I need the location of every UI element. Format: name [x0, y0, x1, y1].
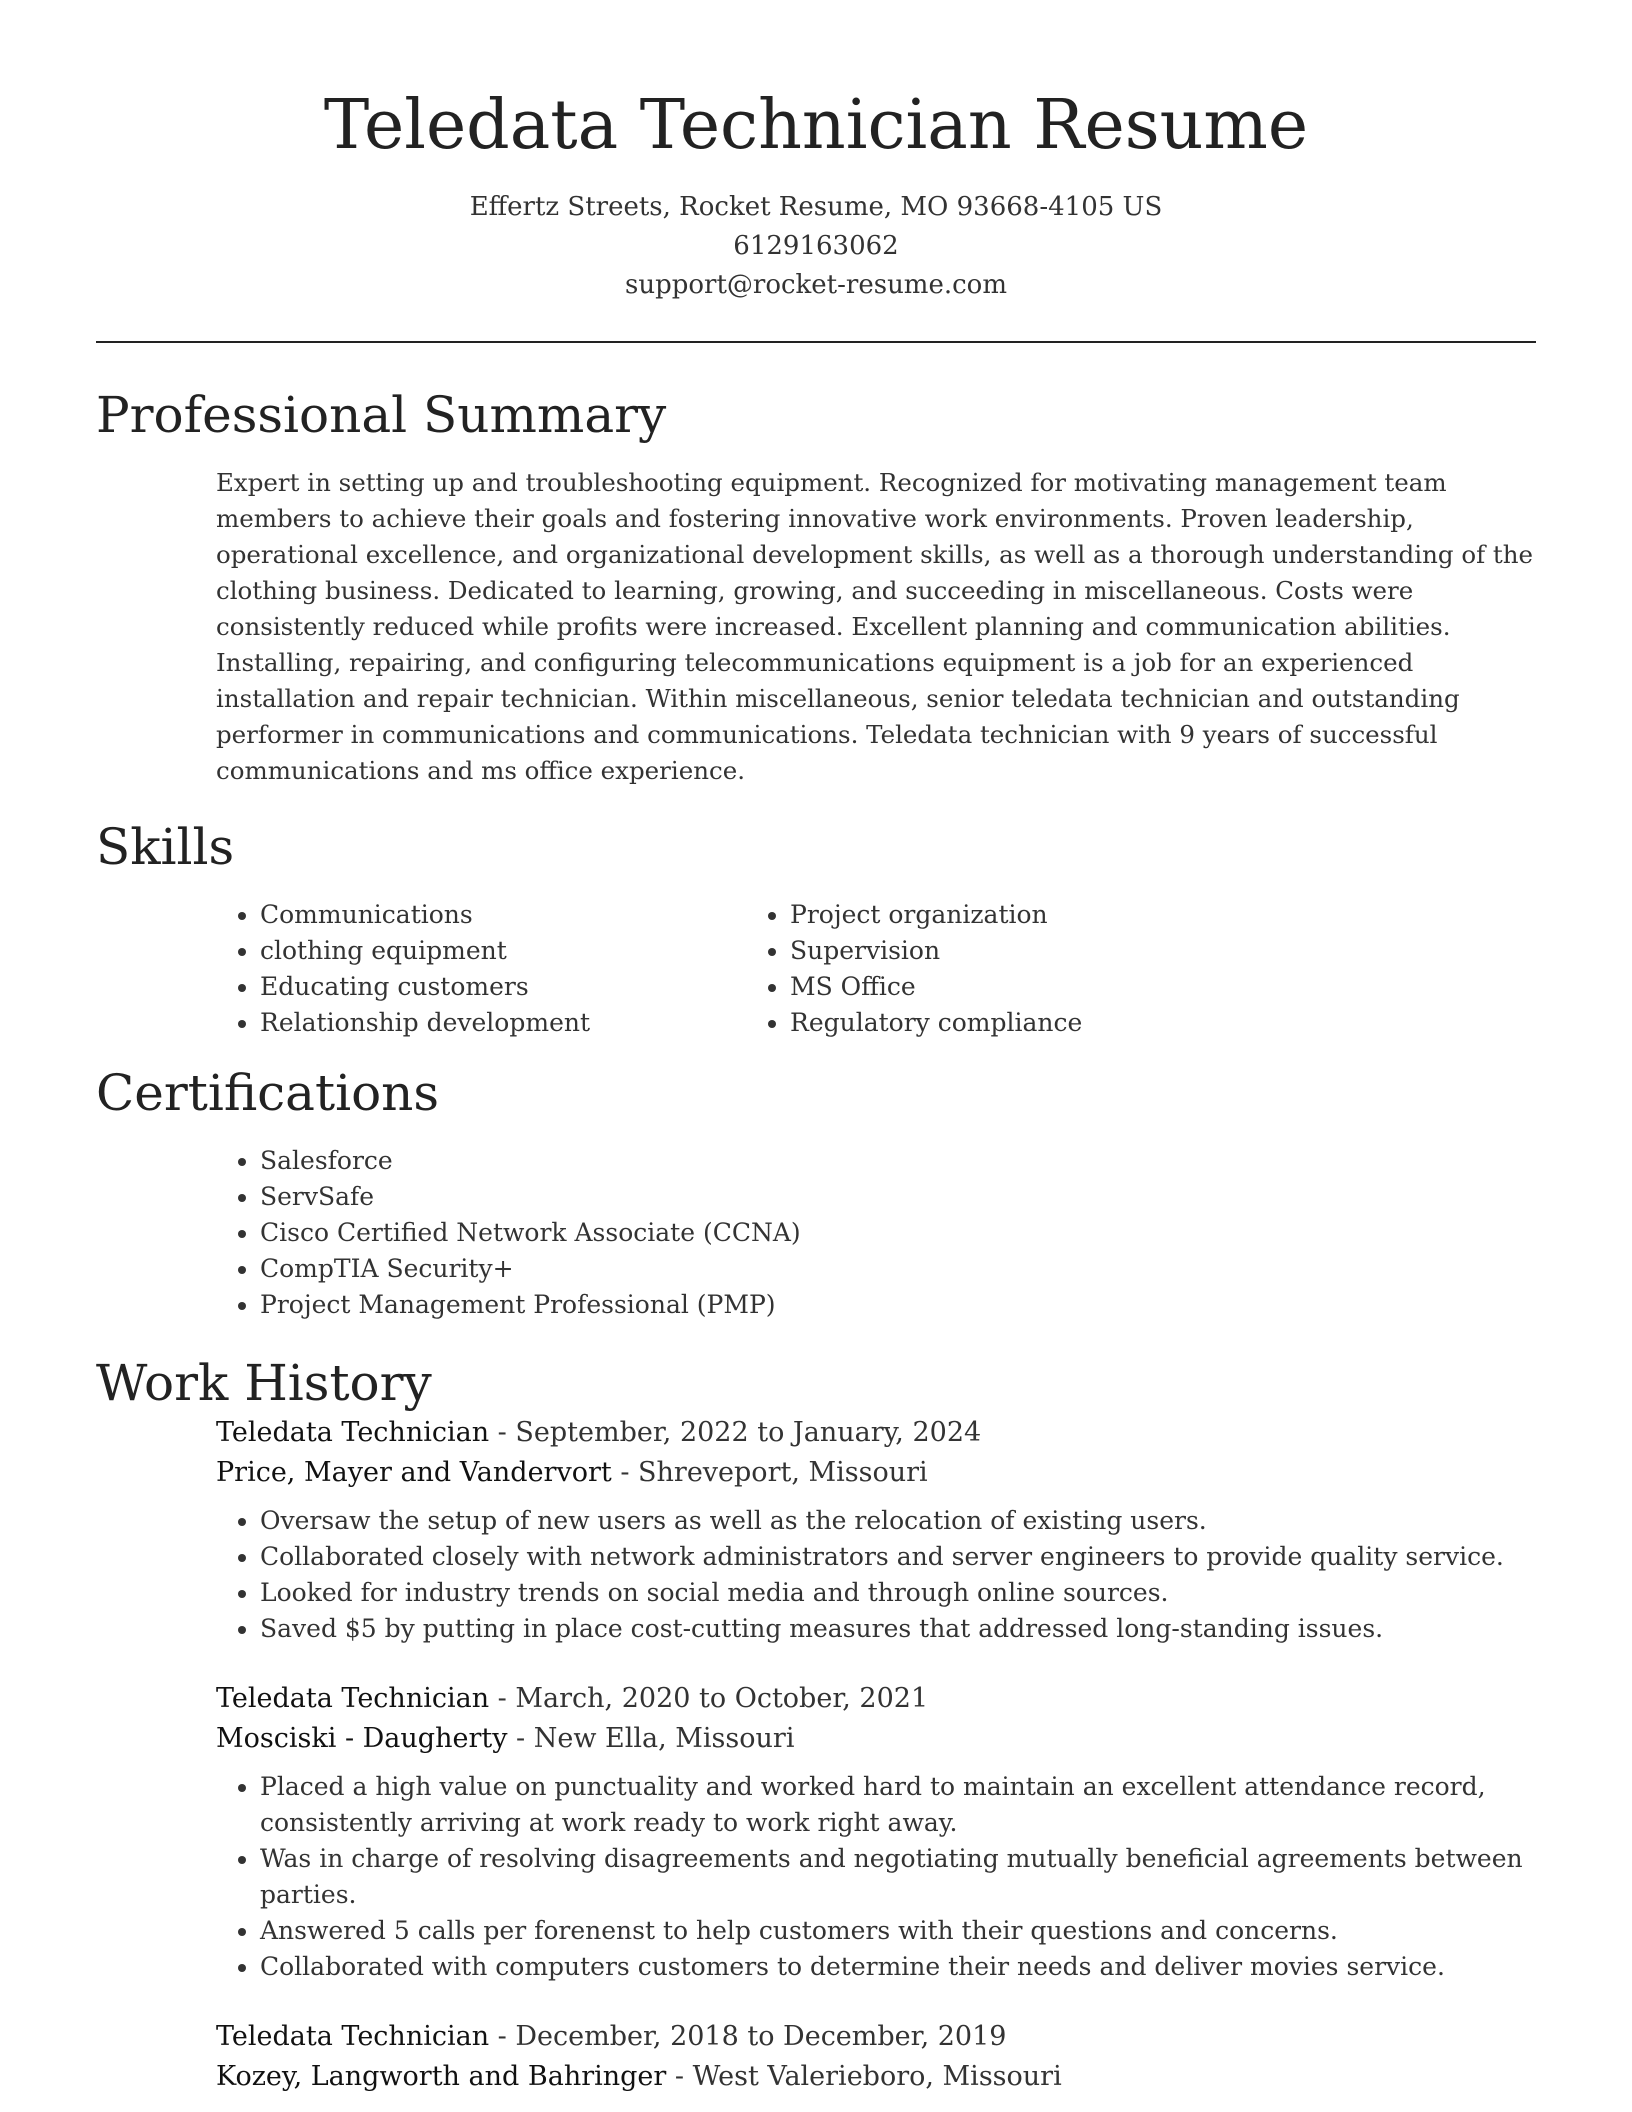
job-title-line — [216, 2017, 1536, 2057]
skills-left-column — [96, 897, 746, 1041]
skill-item: • Project organization — [790, 897, 1396, 933]
resume-title: Teledata Technician Resume — [323, 86, 1309, 165]
job-entry — [216, 2017, 1536, 2097]
job-bullets — [216, 1503, 1536, 1647]
certification-item: • Cisco Certified Network Associate (CCNA) — [260, 1215, 1536, 1251]
job-bullet: • Placed a high value on punctuality and worked hard to maintain an excellent attendance record, consistently arriving at work ready to work right away. — [260, 1769, 1536, 1841]
job-location: - West Valerieboro, Missouri — [666, 2061, 1062, 2092]
job-bullet: • Collaborated closely with network administrators and server engineers to provide quality service. — [260, 1539, 1536, 1575]
email: support@rocket-resume.com — [624, 270, 1007, 300]
job-title: Teledata Technician — [216, 2021, 490, 2052]
job-location: - New Ella, Missouri — [507, 1723, 795, 1754]
skill-item: • clothing equipment — [260, 933, 746, 969]
certification-item: • Salesforce — [260, 1143, 1536, 1179]
job-entry — [216, 1679, 1536, 1985]
skill-item: • Relationship development — [260, 1005, 746, 1041]
certification-item: • ServSafe — [260, 1179, 1536, 1215]
resume-page — [96, 0, 1536, 2097]
skill-item: • MS Office — [790, 969, 1396, 1005]
job-bullet: • Saved $5 by putting in place cost-cutting measures that addressed long-standing issues. — [260, 1611, 1536, 1647]
job-dates: - September, 2022 to January, 2024 — [489, 1417, 982, 1448]
job-dates: - December, 2018 to December, 2019 — [489, 2021, 1007, 2052]
phone: 6129163062 — [733, 231, 899, 261]
job-entry — [216, 1413, 1536, 1647]
job-bullet: • Was in charge of resolving disagreements and negotiating mutually beneficial agreements between parties. — [260, 1841, 1536, 1913]
job-company-line — [216, 1453, 1536, 1493]
job-company-line — [216, 1719, 1536, 1759]
certifications-heading: Certifications — [96, 1064, 440, 1122]
summary-heading: Professional Summary — [96, 386, 667, 444]
job-title: Teledata Technician — [216, 1417, 490, 1448]
address: Effertz Streets, Rocket Resume, MO 93668-4105 US — [469, 192, 1163, 222]
job-bullet: • Looked for industry trends on social media and through online sources. — [260, 1575, 1536, 1611]
job-location: - Shreveport, Missouri — [611, 1457, 928, 1488]
job-bullets — [216, 1769, 1536, 1985]
job-company: Price, Mayer and Vandervort — [216, 1457, 612, 1488]
skills-heading: Skills — [96, 818, 235, 876]
skills-right-column — [746, 897, 1396, 1041]
job-title: Teledata Technician — [216, 1683, 490, 1714]
certifications-list — [96, 1143, 1536, 1323]
job-bullet: • Oversaw the setup of new users as well as the relocation of existing users. — [260, 1503, 1536, 1539]
job-title-line — [216, 1413, 1536, 1453]
job-title-line — [216, 1679, 1536, 1719]
job-dates: - March, 2020 to October, 2021 — [489, 1683, 929, 1714]
skill-item: • Supervision — [790, 933, 1396, 969]
work-history-heading: Work History — [96, 1354, 432, 1412]
job-company-line — [216, 2057, 1536, 2097]
certification-item: • Project Management Professional (PMP) — [260, 1287, 1536, 1323]
job-bullet: • Answered 5 calls per forenenst to help customers with their questions and concerns. — [260, 1913, 1536, 1949]
skills-list — [96, 897, 1536, 1041]
job-company: Kozey, Langworth and Bahringer — [216, 2061, 667, 2092]
summary-text: Expert in setting up and troubleshooting equipment. Recognized for motivating management team members to achieve their goals and fostering innovative work environments. Proven leadership, operational excellence, and organizational development skills, as well as a thorough understanding of the clothing business. Dedicated to learning, growing, and succeeding in miscellaneous. Costs were consistently reduced while profits were increased. Excellent planning and communication abilities. Installing, repairing, and configuring telecommunications equipment is a job for an experienced installation and repair technician. Within miscellaneous, senior teledata technician and outstanding performer in communications and communications. Teledata technician with 9 years of successful communications and ms office experience. — [216, 468, 1534, 785]
job-bullet: • Collaborated with computers customers to determine their needs and deliver movies service. — [260, 1949, 1536, 1985]
job-company: Mosciski - Daugherty — [216, 1723, 508, 1754]
header-divider — [96, 341, 1536, 343]
skill-item: • Educating customers — [260, 969, 746, 1005]
certification-item: • CompTIA Security+ — [260, 1251, 1536, 1287]
skill-item: • Regulatory compliance — [790, 1005, 1396, 1041]
contact-block — [96, 188, 1536, 305]
skill-item: • Communications — [260, 897, 746, 933]
